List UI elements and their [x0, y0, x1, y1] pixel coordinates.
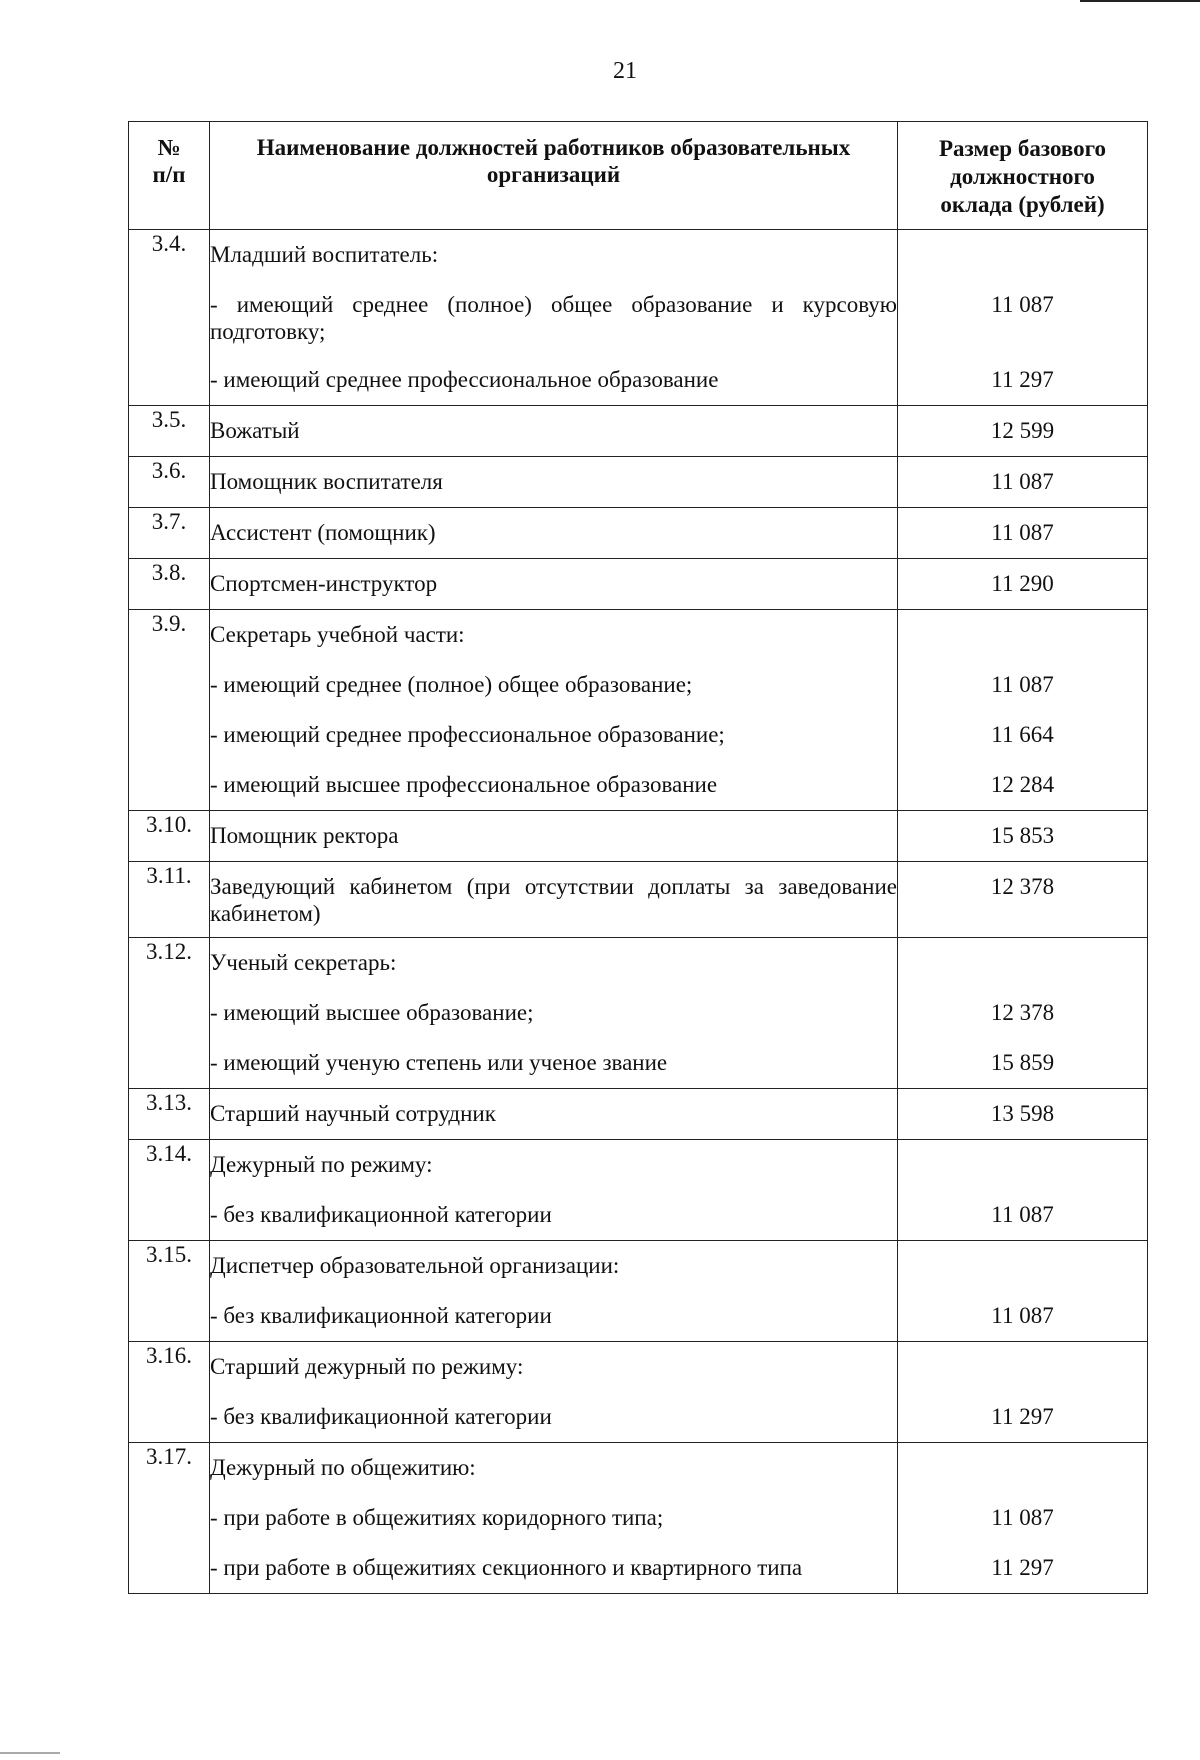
salary-amount: 11 664 [991, 722, 1054, 747]
table-row [129, 1089, 1148, 1140]
position-name-cell [210, 1140, 898, 1241]
position-name-cell [210, 1443, 898, 1594]
salary-amount: 11 087 [991, 469, 1054, 494]
position-name-line: - имеющий среднее профессиональное образование; [210, 722, 725, 747]
position-name-cell [210, 457, 898, 508]
salary-amount-cell [898, 457, 1148, 508]
salary-amount [898, 230, 1147, 280]
position-name-line: Ассистент (помощник) [210, 520, 436, 545]
table-row [129, 1342, 1148, 1443]
position-name-line: - без квалификационной категории [210, 1202, 552, 1227]
salary-amount: 11 297 [991, 367, 1054, 392]
salary-amount [898, 1140, 1147, 1190]
position-name-line: Старший научный сотрудник [210, 1101, 496, 1126]
salary-amount-cell [898, 938, 1148, 1089]
row-number: 3.8. [129, 559, 210, 610]
row-number: 3.9. [129, 610, 210, 811]
row-number: 3.7. [129, 508, 210, 559]
salary-amount [898, 1342, 1147, 1392]
table-row [129, 610, 1148, 811]
salary-amount: 11 087 [991, 672, 1054, 697]
header-amount-line1: Размер базового [938, 136, 1107, 161]
table-row [129, 1443, 1148, 1594]
row-number: 3.16. [129, 1342, 210, 1443]
salary-amount-cell [898, 406, 1148, 457]
position-name-line: - имеющий среднее профессиональное образование [210, 367, 719, 392]
position-name-line: Помощник воспитателя [210, 469, 443, 494]
salary-amount [898, 938, 1147, 988]
position-name-line: - имеющий ученую степень или ученое звание [210, 1050, 668, 1075]
position-name-line: - имеющий высшее образование; [210, 1000, 534, 1025]
row-number: 3.10. [129, 811, 210, 862]
salary-amount [898, 1443, 1147, 1493]
position-name-cell [210, 230, 898, 406]
salary-amount-cell [898, 811, 1148, 862]
table-row [129, 230, 1148, 406]
salary-amount-cell [898, 862, 1148, 938]
position-name-line: Вожатый [210, 418, 300, 443]
row-number: 3.6. [129, 457, 210, 508]
position-name-line: Спортсмен-инструктор [210, 571, 438, 596]
position-name-line: Заведующий кабинетом (при отсутствии доплаты за заведование кабинетом) [210, 874, 897, 926]
position-name-line: Ученый секретарь: [210, 950, 397, 975]
table-row [129, 811, 1148, 862]
header-number [129, 122, 210, 230]
position-name-cell [210, 1342, 898, 1443]
header-position-name [210, 122, 898, 230]
salary-amount: 11 290 [991, 571, 1054, 596]
row-number: 3.12. [129, 938, 210, 1089]
row-number: 3.15. [129, 1241, 210, 1342]
bottom-edge-mark [0, 1752, 60, 1754]
header-amount-line2: должностного [950, 164, 1095, 189]
row-number: 3.17. [129, 1443, 210, 1594]
salary-table [128, 121, 1148, 1594]
salary-amount-cell [898, 1241, 1148, 1342]
salary-amount: 15 859 [990, 1050, 1055, 1075]
salary-amount: 12 599 [990, 418, 1055, 443]
position-name-line: - имеющий среднее (полное) общее образование; [210, 672, 693, 697]
table-row [129, 457, 1148, 508]
position-name-cell [210, 938, 898, 1089]
position-name-cell [210, 862, 898, 938]
salary-amount-cell [898, 1342, 1148, 1443]
table-header-row [129, 122, 1148, 230]
salary-amount-cell [898, 610, 1148, 811]
position-name-line: Помощник ректора [210, 823, 399, 848]
table-row [129, 559, 1148, 610]
table-row [129, 406, 1148, 457]
position-name-line: Диспетчер образовательной организации: [210, 1253, 620, 1278]
position-name-cell [210, 1241, 898, 1342]
header-salary-amount [898, 122, 1148, 230]
position-name-line: - без квалификационной категории [210, 1404, 552, 1429]
row-number: 3.13. [129, 1089, 210, 1140]
row-number: 3.4. [129, 230, 210, 406]
salary-amount: 11 087 [991, 1505, 1054, 1530]
salary-amount: 11 297 [991, 1555, 1054, 1580]
position-name-line: Младший воспитатель: [210, 242, 439, 267]
position-name-line: - без квалификационной категории [210, 1303, 552, 1328]
position-name-line: - при работе в общежитиях коридорного типа; [210, 1505, 664, 1530]
salary-amount: 12 378 [990, 1000, 1055, 1025]
page-number: 21 [613, 58, 637, 84]
table-body [129, 230, 1148, 1594]
position-name-line: Дежурный по режиму: [210, 1152, 433, 1177]
position-name-line: Дежурный по общежитию: [210, 1455, 476, 1480]
position-name-cell [210, 811, 898, 862]
salary-amount-cell [898, 230, 1148, 406]
salary-amount-cell [898, 508, 1148, 559]
position-name-line: Старший дежурный по режиму: [210, 1354, 524, 1379]
position-name-line: - имеющий среднее (полное) общее образование и курсовую подготовку; [210, 292, 897, 344]
header-amount-line3: оклада (рублей) [940, 192, 1105, 217]
salary-amount-cell [898, 1140, 1148, 1241]
salary-amount-cell [898, 1089, 1148, 1140]
position-name-cell [210, 406, 898, 457]
row-number: 3.5. [129, 406, 210, 457]
salary-amount: 11 297 [991, 1404, 1054, 1429]
salary-amount-cell [898, 559, 1148, 610]
header-name-line2: организаций [486, 162, 621, 187]
row-number: 3.14. [129, 1140, 210, 1241]
top-edge-line [1080, 0, 1200, 2]
salary-amount [898, 610, 1147, 660]
salary-amount [898, 1241, 1147, 1291]
position-name-cell [210, 610, 898, 811]
position-name-line: - при работе в общежитиях секционного и квартирного типа [210, 1555, 803, 1580]
salary-amount: 11 087 [991, 1303, 1054, 1328]
salary-amount-cell [898, 1443, 1148, 1594]
salary-amount: 13 598 [990, 1101, 1055, 1126]
header-number-line2: п/п [152, 162, 186, 187]
position-name-line: Секретарь учебной части: [210, 622, 465, 647]
table-row [129, 862, 1148, 938]
salary-amount: 11 087 [991, 520, 1054, 545]
table-row [129, 938, 1148, 1089]
header-number-line1: № [157, 135, 181, 160]
position-name-line: - имеющий высшее профессиональное образование [210, 772, 718, 797]
salary-amount: 15 853 [990, 823, 1055, 848]
salary-amount: 11 087 [991, 292, 1054, 317]
salary-amount: 12 378 [990, 874, 1055, 899]
header-name-line1: Наименование должностей работников образовательных [256, 135, 851, 160]
row-number: 3.11. [129, 862, 210, 938]
table-row [129, 1140, 1148, 1241]
position-name-cell [210, 1089, 898, 1140]
table-row [129, 1241, 1148, 1342]
table-row [129, 508, 1148, 559]
position-name-cell [210, 559, 898, 610]
salary-amount: 12 284 [990, 772, 1055, 797]
position-name-cell [210, 508, 898, 559]
salary-amount: 11 087 [991, 1202, 1054, 1227]
